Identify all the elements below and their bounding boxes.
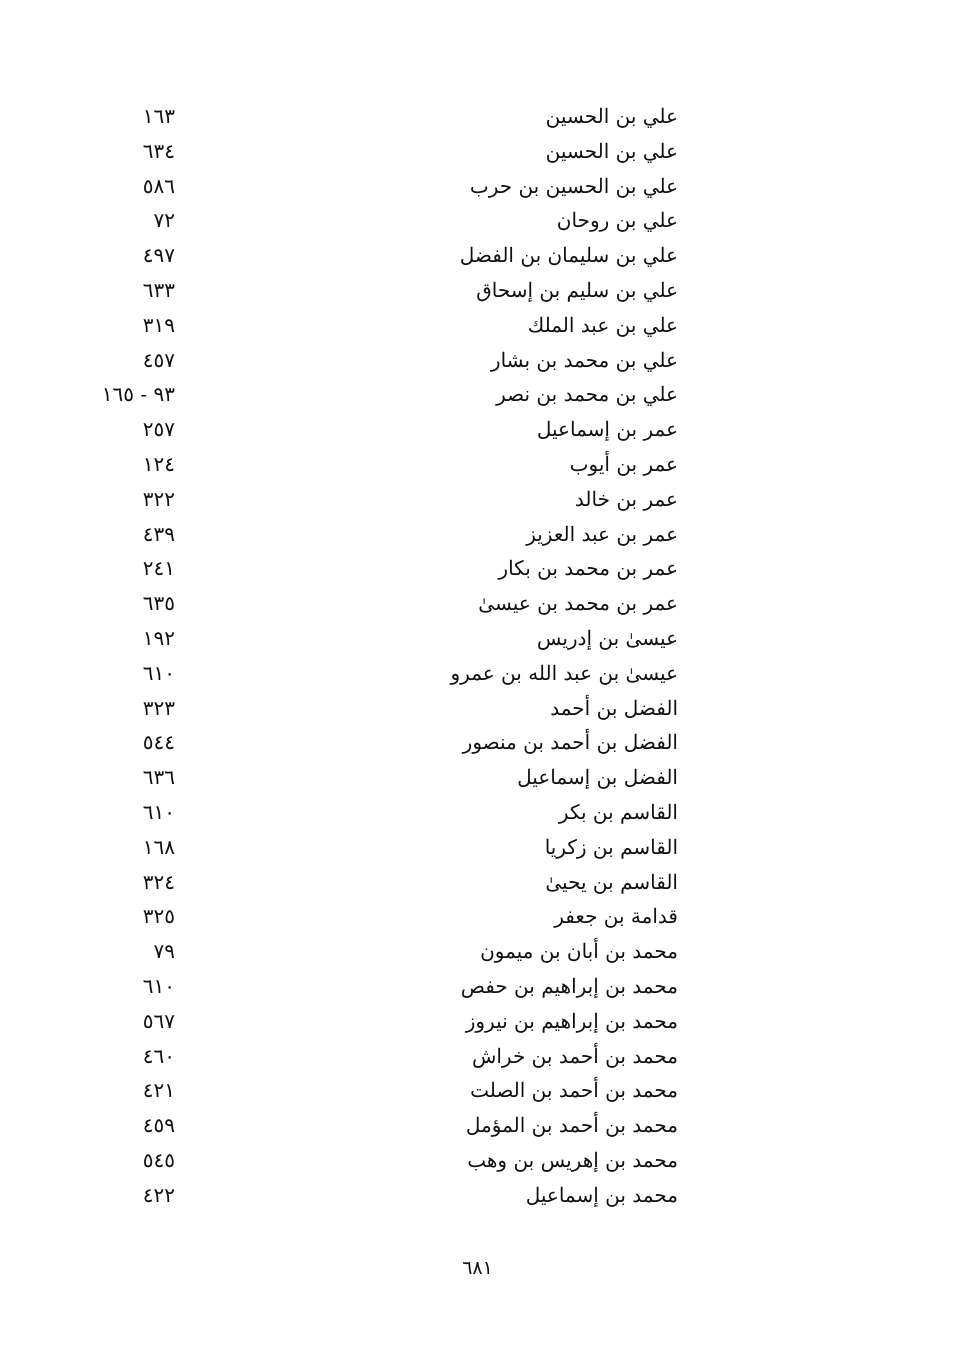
index-entry xyxy=(0,99,955,134)
entry-page-ref: ٤٥٩ xyxy=(142,1113,175,1138)
index-entry xyxy=(0,169,955,204)
index-entry xyxy=(0,621,955,656)
index-entry xyxy=(0,830,955,865)
index-entry xyxy=(0,482,955,517)
entry-page-ref: ٣١٩ xyxy=(142,312,175,337)
index-entry xyxy=(0,377,955,412)
entry-page-ref: ٦١٠ xyxy=(142,973,175,998)
index-entry xyxy=(0,899,955,934)
entry-name: علي بن الحسين بن حرب xyxy=(469,173,678,198)
index-entry xyxy=(0,691,955,726)
index-entry xyxy=(0,412,955,447)
entry-name: الفضل بن أحمد xyxy=(550,695,678,720)
index-entry xyxy=(0,725,955,760)
index-entry xyxy=(0,1073,955,1108)
entry-page-ref: ٢٥٧ xyxy=(142,417,175,442)
entry-page-ref: ٧٩ xyxy=(153,939,175,964)
entry-page-ref: ٩٣ - ١٦٥ xyxy=(101,382,175,407)
index-entry xyxy=(0,203,955,238)
index-entry xyxy=(0,656,955,691)
entry-name: علي بن الحسين xyxy=(545,104,678,128)
index-entry xyxy=(0,517,955,552)
entry-page-ref: ٥٨٦ xyxy=(142,173,175,198)
index-list xyxy=(0,99,955,1213)
entry-name: عمر بن محمد بن بكار xyxy=(498,556,678,581)
entry-name: عيسىٰ بن عبد الله بن عمرو xyxy=(450,660,678,685)
entry-page-ref: ٣٢٢ xyxy=(142,486,175,511)
entry-name: محمد بن أحمد بن خراش xyxy=(471,1043,678,1068)
entry-page-ref: ٤٣٩ xyxy=(142,521,175,546)
index-entry xyxy=(0,238,955,273)
entry-name: محمد بن إبراهيم بن حفص xyxy=(460,973,678,998)
entry-name: عمر بن إسماعيل xyxy=(536,417,678,442)
index-entry xyxy=(0,1004,955,1039)
index-entry xyxy=(0,865,955,900)
index-entry xyxy=(0,934,955,969)
entry-name: عمر بن خالد xyxy=(574,486,678,511)
index-entry xyxy=(0,1178,955,1213)
index-entry xyxy=(0,343,955,378)
entry-page-ref: ٥٦٧ xyxy=(142,1008,175,1033)
page-number: ٦٨١ xyxy=(462,1257,493,1279)
entry-name: علي بن سليم بن إسحاق xyxy=(476,277,678,302)
entry-name: علي بن روحان xyxy=(556,208,678,233)
entry-name: محمد بن أبان بن ميمون xyxy=(480,939,678,964)
index-entry xyxy=(0,1039,955,1074)
entry-name: عيسىٰ بن إدريس xyxy=(536,625,678,650)
entry-name: عمر بن محمد بن عيسىٰ xyxy=(478,591,678,616)
entry-page-ref: ١٩٢ xyxy=(142,625,175,650)
index-entry xyxy=(0,760,955,795)
index-entry xyxy=(0,551,955,586)
entry-page-ref: ٤٢٢ xyxy=(142,1182,175,1207)
entry-name: محمد بن إهريس بن وهب xyxy=(467,1147,678,1172)
index-entry xyxy=(0,447,955,482)
entry-page-ref: ٣٢٣ xyxy=(142,695,175,720)
entry-page-ref: ٤٢١ xyxy=(142,1078,175,1103)
entry-name: محمد بن أحمد بن المؤمل xyxy=(465,1113,678,1138)
entry-page-ref: ٧٢ xyxy=(153,208,175,233)
entry-page-ref: ٢٤١ xyxy=(142,556,175,581)
entry-name: عمر بن عبد العزيز xyxy=(526,521,678,546)
entry-page-ref: ٥٤٥ xyxy=(142,1147,175,1172)
entry-page-ref: ٦٣٤ xyxy=(142,138,175,163)
entry-name: القاسم بن بكر xyxy=(558,799,678,824)
entry-name: القاسم بن زكريا xyxy=(544,834,678,859)
entry-page-ref: ١٢٤ xyxy=(142,451,175,476)
index-entry xyxy=(0,273,955,308)
entry-name: علي بن سليمان بن الفضل xyxy=(459,243,678,268)
entry-page-ref: ٥٤٤ xyxy=(142,730,175,755)
index-entry xyxy=(0,308,955,343)
index-entry xyxy=(0,134,955,169)
entry-page-ref: ٤٥٧ xyxy=(142,347,175,372)
index-entry xyxy=(0,795,955,830)
entry-name: محمد بن إبراهيم بن نيروز xyxy=(465,1008,678,1033)
entry-page-ref: ١٦٨ xyxy=(142,834,175,859)
index-entry xyxy=(0,1108,955,1143)
entry-name: قدامة بن جعفر xyxy=(554,904,678,929)
entry-page-ref: ٦٣٦ xyxy=(142,765,175,790)
entry-name: الفضل بن إسماعيل xyxy=(517,765,678,790)
entry-name: علي بن عبد الملك xyxy=(527,312,678,337)
entry-page-ref: ٣٢٤ xyxy=(142,869,175,894)
entry-page-ref: ٤٩٧ xyxy=(142,243,175,268)
entry-name: عمر بن أيوب xyxy=(569,451,678,476)
entry-name: الفضل بن أحمد بن منصور xyxy=(462,730,678,755)
index-entry xyxy=(0,969,955,1004)
entry-page-ref: ٤٦٠ xyxy=(142,1043,175,1068)
entry-name: علي بن محمد بن نصر xyxy=(496,382,678,407)
entry-name: محمد بن أحمد بن الصلت xyxy=(470,1078,678,1103)
entry-page-ref: ٦٣٥ xyxy=(142,591,175,616)
entry-page-ref: ٦١٠ xyxy=(142,660,175,685)
entry-name: علي بن الحسين xyxy=(545,138,678,163)
entry-page-ref: ٦١٠ xyxy=(142,799,175,824)
entry-name: القاسم بن يحيىٰ xyxy=(545,869,678,894)
entry-page-ref: ١٦٣ xyxy=(142,104,175,128)
index-entry xyxy=(0,586,955,621)
index-entry xyxy=(0,1143,955,1178)
entry-page-ref: ٦٣٣ xyxy=(142,277,175,302)
entry-name: محمد بن إسماعيل xyxy=(525,1182,678,1207)
entry-page-ref: ٣٢٥ xyxy=(142,904,175,929)
entry-name: علي بن محمد بن بشار xyxy=(490,347,678,372)
